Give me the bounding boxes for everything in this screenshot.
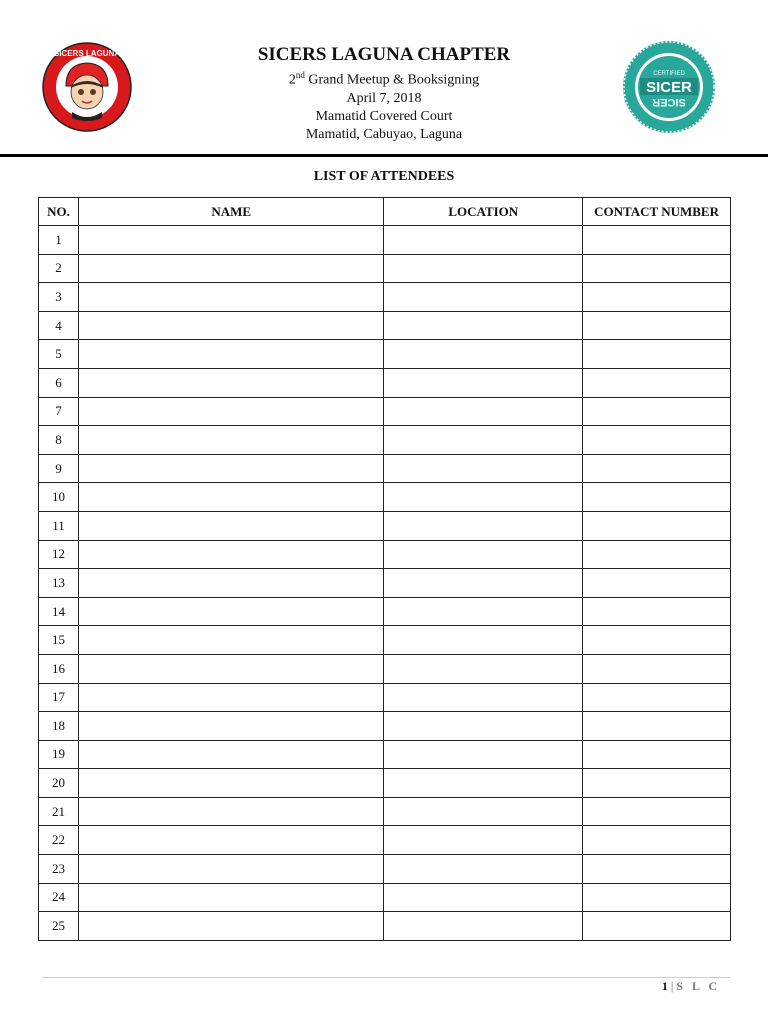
contact-cell[interactable]: [583, 626, 731, 655]
contact-cell[interactable]: [583, 769, 731, 798]
table-row: [39, 226, 731, 255]
footer-separator: |: [670, 979, 674, 993]
location-cell[interactable]: [384, 283, 583, 312]
table-row: [39, 368, 731, 397]
row-number: 5: [39, 340, 79, 369]
location-cell[interactable]: [384, 769, 583, 798]
row-number: 12: [39, 540, 79, 569]
location-cell[interactable]: [384, 683, 583, 712]
location-cell[interactable]: [384, 483, 583, 512]
svg-text:SICER: SICER: [652, 96, 686, 108]
table-row: [39, 712, 731, 741]
row-number: 18: [39, 712, 79, 741]
table-row: [39, 397, 731, 426]
row-number: 13: [39, 569, 79, 598]
row-number: 15: [39, 626, 79, 655]
page-footer: [662, 979, 720, 994]
location-cell[interactable]: [384, 883, 583, 912]
location-cell[interactable]: [384, 855, 583, 884]
contact-cell[interactable]: [583, 397, 731, 426]
name-cell[interactable]: [78, 712, 383, 741]
location-cell[interactable]: [384, 226, 583, 255]
name-cell[interactable]: [78, 540, 383, 569]
row-number: 23: [39, 855, 79, 884]
contact-cell[interactable]: [583, 826, 731, 855]
contact-cell[interactable]: [583, 654, 731, 683]
name-cell[interactable]: [78, 254, 383, 283]
header-divider: [0, 154, 768, 157]
contact-cell[interactable]: [583, 712, 731, 741]
table-row: [39, 454, 731, 483]
table-row: [39, 769, 731, 798]
name-cell[interactable]: [78, 626, 383, 655]
table-header-row: [39, 198, 731, 226]
event-venue: Mamatid Covered Court: [315, 108, 453, 124]
contact-cell[interactable]: [583, 426, 731, 455]
name-cell[interactable]: [78, 511, 383, 540]
contact-cell[interactable]: [583, 569, 731, 598]
contact-cell[interactable]: [583, 597, 731, 626]
location-cell[interactable]: [384, 712, 583, 741]
name-cell[interactable]: [78, 855, 383, 884]
page-number: 1: [661, 979, 668, 993]
location-cell[interactable]: [384, 426, 583, 455]
name-cell[interactable]: [78, 283, 383, 312]
location-cell[interactable]: [384, 569, 583, 598]
name-cell[interactable]: [78, 912, 383, 941]
sicers-laguna-logo: [42, 42, 132, 132]
table-row: [39, 569, 731, 598]
event-name: 2nd Grand Meetup & Booksigning: [288, 70, 480, 88]
contact-cell[interactable]: [583, 683, 731, 712]
table-row: [39, 826, 731, 855]
contact-cell[interactable]: [583, 254, 731, 283]
name-cell[interactable]: [78, 597, 383, 626]
name-cell[interactable]: [78, 397, 383, 426]
contact-cell[interactable]: [583, 511, 731, 540]
location-cell[interactable]: [384, 397, 583, 426]
row-number: 2: [39, 254, 79, 283]
location-cell[interactable]: [384, 311, 583, 340]
location-cell[interactable]: [384, 654, 583, 683]
row-number: 25: [39, 912, 79, 941]
event-date: April 7, 2018: [346, 90, 422, 106]
location-cell[interactable]: [384, 540, 583, 569]
chapter-title: SICERS LAGUNA CHAPTER: [257, 44, 511, 65]
list-title: LIST OF ATTENDEES: [313, 169, 455, 184]
contact-cell[interactable]: [583, 855, 731, 884]
location-cell[interactable]: [384, 626, 583, 655]
header-name: NAME: [78, 198, 383, 226]
table-row: [39, 483, 731, 512]
location-cell[interactable]: [384, 740, 583, 769]
row-number: 4: [39, 311, 79, 340]
row-number: 9: [39, 454, 79, 483]
name-cell[interactable]: [78, 740, 383, 769]
table-row: [39, 740, 731, 769]
table-row: [39, 511, 731, 540]
row-number: 8: [39, 426, 79, 455]
row-number: 22: [39, 826, 79, 855]
header-no: NO.: [39, 198, 79, 226]
location-cell[interactable]: [384, 511, 583, 540]
name-cell[interactable]: [78, 769, 383, 798]
location-cell[interactable]: [384, 254, 583, 283]
contact-cell[interactable]: [583, 483, 731, 512]
footer-divider: [42, 977, 730, 978]
event-address: Mamatid, Cabuyao, Laguna: [305, 126, 463, 142]
name-cell[interactable]: [78, 226, 383, 255]
table-row: [39, 340, 731, 369]
name-cell[interactable]: [78, 797, 383, 826]
name-cell[interactable]: [78, 368, 383, 397]
row-number: 10: [39, 483, 79, 512]
location-cell[interactable]: [384, 797, 583, 826]
table-row: [39, 540, 731, 569]
name-cell[interactable]: [78, 454, 383, 483]
contact-cell[interactable]: [583, 540, 731, 569]
table-row: [39, 683, 731, 712]
event-header: [200, 44, 568, 144]
contact-cell[interactable]: [583, 740, 731, 769]
header-contact: CONTACT NUMBER: [583, 198, 731, 226]
table-row: [39, 426, 731, 455]
contact-cell[interactable]: [583, 283, 731, 312]
contact-cell[interactable]: [583, 368, 731, 397]
name-cell[interactable]: [78, 311, 383, 340]
location-cell[interactable]: [384, 340, 583, 369]
row-number: 3: [39, 283, 79, 312]
name-cell[interactable]: [78, 483, 383, 512]
name-cell[interactable]: [78, 683, 383, 712]
sicer-seal-logo: [622, 40, 716, 134]
name-cell[interactable]: [78, 340, 383, 369]
table-row: [39, 254, 731, 283]
footer-initials: S L C: [676, 979, 720, 993]
table-row: [39, 912, 731, 941]
location-cell[interactable]: [384, 826, 583, 855]
row-number: 14: [39, 597, 79, 626]
location-cell[interactable]: [384, 912, 583, 941]
name-cell[interactable]: [78, 826, 383, 855]
contact-cell[interactable]: [583, 883, 731, 912]
row-number: 21: [39, 797, 79, 826]
table-row: [39, 283, 731, 312]
contact-cell[interactable]: [583, 912, 731, 941]
contact-cell[interactable]: [583, 226, 731, 255]
table-row: [39, 855, 731, 884]
table-row: [39, 654, 731, 683]
contact-cell[interactable]: [583, 454, 731, 483]
name-cell[interactable]: [78, 569, 383, 598]
table-row: [39, 797, 731, 826]
header-location: LOCATION: [384, 198, 583, 226]
location-cell[interactable]: [384, 368, 583, 397]
attendees-table: [38, 197, 731, 941]
table-row: [39, 311, 731, 340]
location-cell[interactable]: [384, 597, 583, 626]
contact-cell[interactable]: [583, 311, 731, 340]
row-number: 20: [39, 769, 79, 798]
row-number: 16: [39, 654, 79, 683]
svg-text:SICERS LAGUNA: SICERS LAGUNA: [53, 49, 121, 58]
table-row: [39, 626, 731, 655]
name-cell[interactable]: [78, 883, 383, 912]
table-row: [39, 597, 731, 626]
contact-cell[interactable]: [583, 797, 731, 826]
name-cell[interactable]: [78, 654, 383, 683]
contact-cell[interactable]: [583, 340, 731, 369]
row-number: 1: [39, 226, 79, 255]
svg-text:SICER: SICER: [646, 79, 692, 96]
row-number: 11: [39, 511, 79, 540]
row-number: 7: [39, 397, 79, 426]
svg-text:CERTIFIED: CERTIFIED: [653, 71, 685, 77]
name-cell[interactable]: [78, 426, 383, 455]
row-number: 24: [39, 883, 79, 912]
table-row: [39, 883, 731, 912]
row-number: 19: [39, 740, 79, 769]
location-cell[interactable]: [384, 454, 583, 483]
row-number: 17: [39, 683, 79, 712]
row-number: 6: [39, 368, 79, 397]
